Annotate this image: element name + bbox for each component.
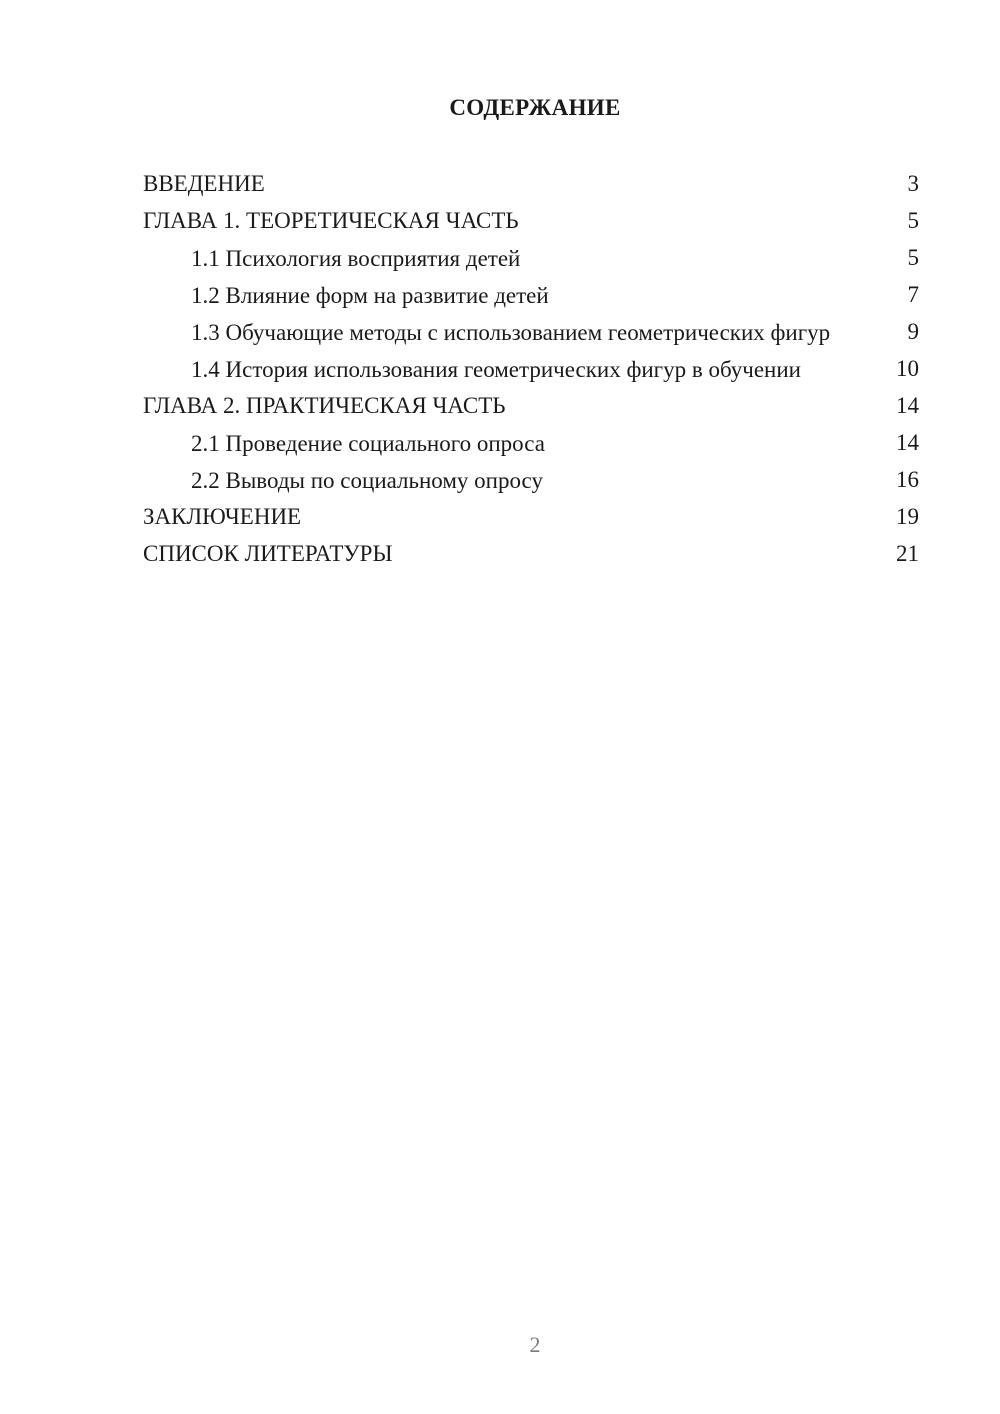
toc-entry-title: 1.1 Психология восприятия детей [191,246,521,271]
toc-entry-section-1-2[interactable] [143,279,919,316]
toc-entry-section-1-3[interactable] [143,316,919,353]
page-title: СОДЕРЖАНИЕ [449,95,621,120]
toc-entry-title: ГЛАВА 1. ТЕОРЕТИЧЕСКАЯ ЧАСТЬ [143,208,519,233]
toc-entry-title: 1.3 Обучающие методы с использованием геометрических фигур [191,320,831,345]
toc-entry-introduction[interactable] [143,168,919,205]
toc-entry-page: 5 [907,245,919,270]
toc-entry-page: 19 [896,504,919,529]
toc-entry-references[interactable] [143,538,919,575]
toc-entry-title: ЗАКЛЮЧЕНИЕ [143,504,302,529]
toc-entry-title: 2.1 Проведение социального опроса [191,431,545,456]
toc-entry-title: 2.2 Выводы по социальному опросу [191,468,543,493]
toc-entry-page: 5 [907,208,919,233]
toc-entry-section-2-2[interactable] [143,464,919,501]
page-number: 2 [529,1332,541,1357]
toc-entry-page: 3 [907,171,919,196]
toc-entry-conclusion[interactable] [143,501,919,538]
toc-entry-title: ВВЕДЕНИЕ [143,171,265,196]
toc-entry-page: 21 [896,541,919,566]
toc-entry-title: СПИСОК ЛИТЕРАТУРЫ [143,541,393,566]
toc-entry-page: 14 [896,430,919,455]
toc-entry-title: 1.2 Влияние форм на развитие детей [191,283,549,308]
toc-entry-page: 9 [907,319,919,344]
toc-entry-page: 7 [907,282,919,307]
toc-entry-section-1-4[interactable] [143,353,919,390]
table-of-contents [143,168,919,575]
toc-entry-section-2-1[interactable] [143,427,919,464]
toc-entry-page: 16 [896,467,919,492]
toc-entry-title: ГЛАВА 2. ПРАКТИЧЕСКАЯ ЧАСТЬ [143,393,506,418]
toc-entry-section-1-1[interactable] [143,242,919,279]
toc-entry-title: 1.4 История использования геометрических фигур в обучении [191,357,801,382]
toc-entry-page: 14 [896,393,919,418]
toc-entry-chapter-2[interactable] [143,390,919,427]
toc-entry-chapter-1[interactable] [143,205,919,242]
toc-entry-page: 10 [896,356,919,381]
